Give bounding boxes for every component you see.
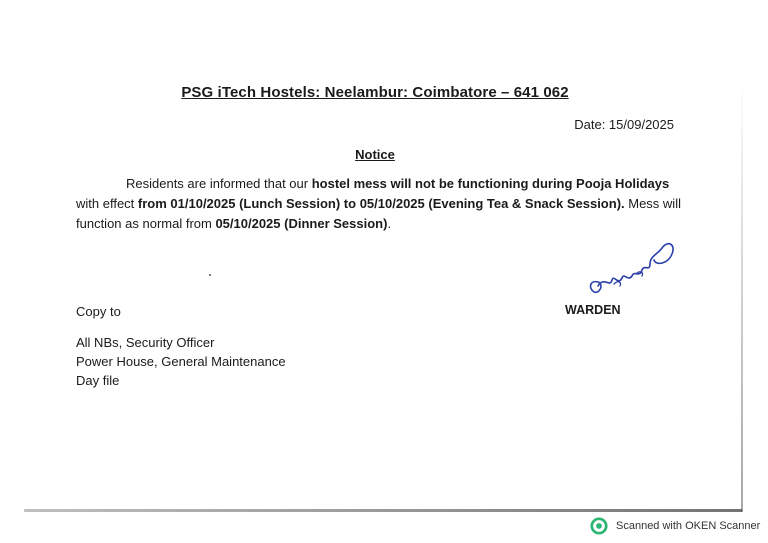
copy-to-label: Copy to — [76, 304, 121, 319]
oken-scanner-logo-icon — [590, 517, 608, 535]
paper-edge-bottom — [24, 509, 742, 512]
scan-speck — [209, 274, 211, 276]
notice-date: Date: 15/09/2025 — [574, 117, 674, 132]
warden-signature — [584, 230, 684, 310]
copy-to-item: Day file — [76, 373, 120, 388]
signatory-title: WARDEN — [565, 303, 621, 317]
body-part-6-bold: 05/10/2025 (Dinner Session) — [215, 216, 388, 231]
copy-to-list — [76, 333, 286, 390]
copy-to-item: All NBs, Security Officer — [76, 335, 215, 350]
scanner-watermark-label: Scanned with OKEN Scanner — [616, 520, 761, 532]
notice-body — [76, 174, 686, 234]
body-part-5: Mess will function as normal from — [76, 196, 681, 231]
body-part-4-bold: from 01/10/2025 (Lunch Session) to 05/10/2025 (Evening Tea & Snack Session). — [137, 196, 625, 211]
body-part-2-bold: hostel mess will not be functioning during Pooja Holidays — [311, 176, 670, 191]
document-heading: PSG iTech Hostels: Neelambur: Coimbatore – 641 062 — [181, 84, 569, 101]
paper-edge-right — [741, 80, 743, 512]
body-part-1: Residents are informed that our — [126, 176, 312, 191]
body-part-7: . — [387, 216, 392, 231]
notice-title: Notice — [355, 147, 395, 162]
copy-to-item: Power House, General Maintenance — [76, 354, 286, 369]
body-part-3: with effect — [76, 196, 138, 211]
scanner-watermark — [590, 516, 760, 536]
